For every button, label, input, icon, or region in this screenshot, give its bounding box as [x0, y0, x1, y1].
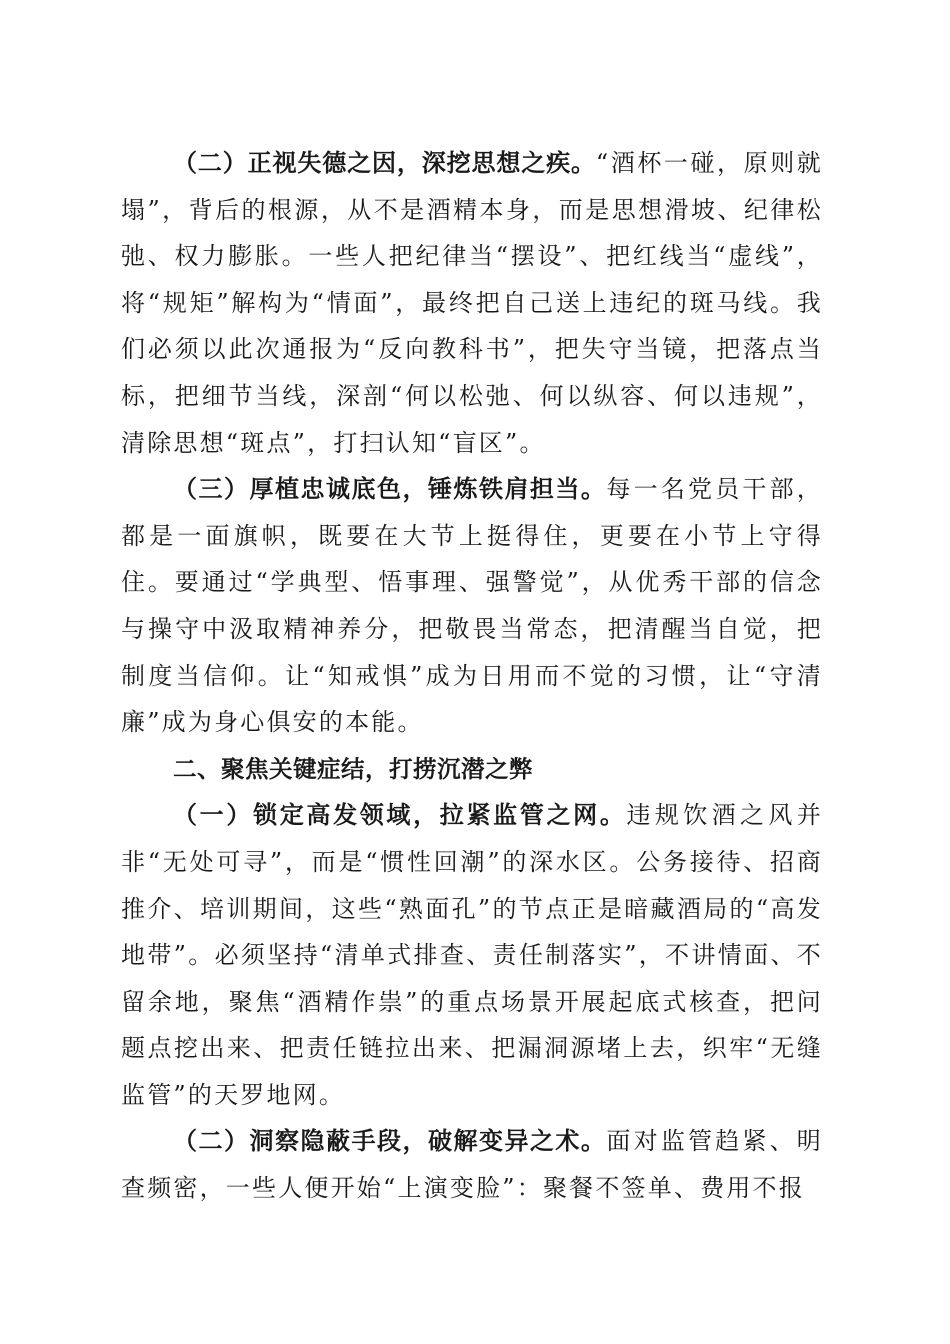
paragraph-body: 每一名党员干部，都是一面旗帜，既要在大节上挺得住，更要在小节上守得住。要通过“学典型、悟事理、强警觉”，从优秀干部的信念与操守中汲取精神养分，把敬畏当常态，把清醒当自觉，把制度当信仰。让“知戒惧”成为日用而不觉的习惯，让“守清廉”成为身心俱安的本能。 [121, 475, 823, 737]
paragraph-3-1 [121, 792, 823, 1118]
paragraph-lead: （三）厚植忠诚底色，锤炼铁肩担当。 [173, 475, 607, 504]
paragraph-body: 面对监管趋紧、明查频密，一些人便开始“上演变脸”：聚餐不签单、费用不报 [121, 1127, 823, 1203]
paragraph-3-2 [121, 1118, 823, 1211]
paragraph-2-3 [121, 466, 823, 746]
paragraph-lead: （二）正视失德之因，深挖思想之疾。 [173, 149, 596, 177]
paragraph-lead: （二）洞察隐蔽手段，破解变异之术。 [173, 1127, 607, 1156]
paragraph-body: “酒杯一碰，原则就塌”，背后的根源，从不是酒精本身，而是思想滑坡、纪律松弛、权力膨胀。一些人把纪律当“摆设”、把红线当“虚线”，将“规矩”解构为“情面”，最终把自己送上违纪的斑马线。我们必须以此次通报为“反向教科书”，把失守当镜，把落点当标，把细节当线，深剖“何以松弛、何以纵容、何以违规”，清除思想“斑点”，打扫认知“盲区”。 [121, 149, 823, 457]
paragraph-lead: （一）锁定高发领域，拉紧监管之网。 [173, 801, 627, 830]
paragraph-2-2 [121, 140, 823, 466]
paragraph-body: 违规饮酒之风并非“无处可寻”，而是“惯性回潮”的深水区。公务接待、招商推介、培训期间，这些“熟面孔”的节点正是暗藏酒局的“高发地带”。必须坚持“清单式排查、责任制落实”，不讲情面、不留余地，聚焦“酒精作祟”的重点场景开展起底式核查，把问题点挖出来、把责任链拉出来、把漏洞源堵上去，织牢“无缝监管”的天罗地网。 [121, 801, 823, 1109]
document-page [121, 140, 823, 1212]
section-heading-2: 二、聚焦关键症结，打捞沉潜之弊 [173, 754, 533, 783]
